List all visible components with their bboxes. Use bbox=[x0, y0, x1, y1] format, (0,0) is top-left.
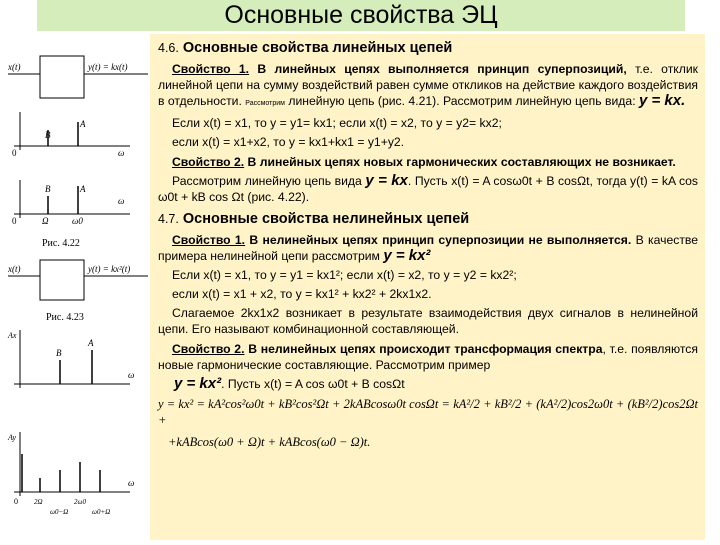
formula-line-1: y = kx² = kA²cos²ω0t + kB²cos²Ωt + 2kABcosω0t cosΩt = kA²/2 + kB²/2 + (kA²/2)cos2ω0t + (kB²/2)cos2Ωt + bbox=[158, 396, 698, 427]
block1-box bbox=[40, 56, 84, 98]
spec2-w0: ω0 bbox=[72, 216, 83, 226]
figures-panel bbox=[0, 34, 150, 540]
spec4-omega: ω bbox=[128, 478, 135, 488]
block2-output-label: y(t) = kx²(t) bbox=[88, 264, 131, 274]
spec1-label-b: B bbox=[45, 130, 51, 140]
spec4-sum: ω0+Ω bbox=[92, 508, 111, 516]
nonlinear-property-2-example: y = kx². Пусть x(t) = A cos ω0t + B cosΩt bbox=[174, 374, 405, 392]
spec3-axis-label: Ax bbox=[8, 331, 17, 340]
linear-property-1: Свойство 1. В линейных цепях выполняется принцип суперпозиций, т.е. отклик линейной цепи на сумму воздействий равен сумме откликов на действие каждого воздействия в отдельности. Рассмотрим линейную цепь (рис. 4.21). Рассмотрим линейную цепь вида: y = kx. bbox=[158, 62, 698, 110]
spec4-2omega: 2Ω bbox=[34, 498, 43, 506]
block1-input-label: x(t) bbox=[8, 62, 21, 72]
spectrum-formula bbox=[158, 396, 698, 450]
block2-box bbox=[40, 260, 84, 300]
block2-input-label: x(t) bbox=[8, 264, 21, 274]
content-text bbox=[158, 40, 698, 450]
spec2-zero: 0 bbox=[12, 216, 17, 226]
formula-line-2: +kABcos(ω0 + Ω)t + kABcos(ω0 − Ω)t. bbox=[168, 434, 371, 449]
nonlinear-combination-note: Слагаемое 2kx1x2 возникает в результате взаимодействия двух сигналов в нелинейной цепи. Его называют комбинационной составляющей. bbox=[158, 306, 698, 337]
section-heading-nonlinear: 4.7. Основные свойства нелинейных цепей bbox=[158, 210, 470, 227]
linear-property-2-example: Рассмотрим линейную цепь вида y = kx. Пусть x(t) = A cosω0t + B cosΩt, тогда y(t) = kA cos ω0t + kB cos Ωt (рис. 4.22). bbox=[158, 171, 699, 204]
spec1-label-a: A bbox=[80, 119, 86, 129]
spec1-omega: ω bbox=[118, 148, 125, 158]
fig23-caption: Рис. 4.23 bbox=[46, 312, 84, 323]
content-panel bbox=[150, 34, 705, 540]
figures-svg bbox=[0, 34, 150, 540]
spec2-label-a: A bbox=[80, 184, 86, 194]
spec2-omega-cap: Ω bbox=[42, 216, 49, 226]
linear-example-line-2: если x(t) = x1+x2, то y = kx1+kx1 = y1+y2. bbox=[172, 135, 405, 150]
nonlinear-example-line-1: Если x(t) = x1, то y = y1 = kx1²; если x(t) = x2, то y = y2 = kx2²; bbox=[172, 268, 517, 283]
slide-title-bar bbox=[37, 0, 685, 31]
spec2-label-b: B bbox=[45, 184, 51, 194]
nonlinear-property-2: Свойство 2. В нелинейных цепях происходит трансформация спектра, т.е. появляются новые гармонические составляющие. Рассмотрим пример bbox=[158, 341, 698, 372]
spec4-zero: 0 bbox=[14, 497, 18, 506]
block1-output-label: y(t) = kx(t) bbox=[88, 62, 128, 72]
spec3-omega: ω bbox=[128, 370, 135, 380]
linear-example-line-1: Если x(t) = x1, то y = y1= kx1; если x(t) = x2, то y = y2= kx2; bbox=[172, 116, 502, 131]
spec3-label-a: A bbox=[88, 338, 94, 348]
linear-property-2: Свойство 2. В линейных цепях новых гармонических составляющих не возникает. bbox=[172, 154, 676, 169]
spec2-omega: ω bbox=[118, 196, 125, 206]
nonlinear-property-1: Свойство 1. В нелинейных цепях принцип суперпозиции не выполняется. В качестве примера нелинейной цепи рассмотрим y = kx² bbox=[158, 232, 699, 265]
spec4-axis-label: Ay bbox=[8, 433, 16, 442]
spec4-diff: ω0−Ω bbox=[50, 508, 69, 516]
spec3-label-b: B bbox=[56, 348, 62, 358]
slide-title: Основные свойства ЭЦ bbox=[224, 1, 498, 29]
spec1-zero: 0 bbox=[12, 148, 17, 158]
fig22-caption: Рис. 4.22 bbox=[42, 238, 80, 249]
section-heading-linear: 4.6. Основные свойства линейных цепей bbox=[158, 40, 453, 56]
nonlinear-example-line-2: если x(t) = x1 + x2, то y = kx1² + kx2² + 2kx1x2. bbox=[172, 287, 432, 302]
spec4-2w0: 2ω0 bbox=[74, 498, 86, 506]
